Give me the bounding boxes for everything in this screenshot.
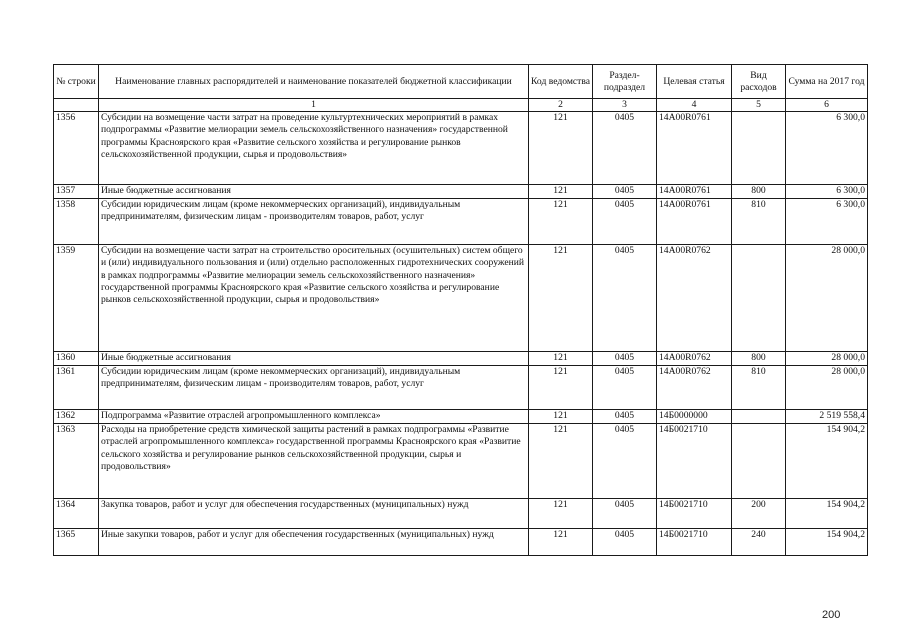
row-amount: 28 000,0 bbox=[786, 366, 868, 410]
header-row-no: № строки bbox=[54, 65, 99, 99]
budget-table bbox=[53, 64, 868, 556]
row-name: Иные бюджетные ассигнования bbox=[99, 352, 529, 366]
table-row bbox=[54, 352, 868, 366]
table-row bbox=[54, 185, 868, 199]
row-dept-code: 121 bbox=[529, 499, 593, 529]
row-dept-code: 121 bbox=[529, 352, 593, 366]
column-number-row bbox=[54, 99, 868, 112]
row-target-article: 14A00R0762 bbox=[657, 366, 732, 410]
row-expense-type bbox=[732, 245, 786, 352]
row-dept-code: 121 bbox=[529, 112, 593, 185]
row-name: Субсидии на возмещение части затрат на строительство оросительных (осушительных) систем общего и (или) индивидуального пользования и (или) отдельно расположенных гидротехнических сооружений в рамках подпрограммы «Развитие мелиорации земель сельскохозяйственного назначения» государственной программы Красноярского края «Развитие сельского хозяйства и регулирование рынков сельскохозяйственной продукции, сырья и продовольствия» bbox=[99, 245, 529, 352]
row-expense-type bbox=[732, 410, 786, 424]
row-expense-type: 240 bbox=[732, 529, 786, 556]
row-expense-type: 800 bbox=[732, 352, 786, 366]
row-amount: 28 000,0 bbox=[786, 352, 868, 366]
row-expense-type: 810 bbox=[732, 199, 786, 245]
column-number: 6 bbox=[786, 99, 868, 112]
row-section: 0405 bbox=[593, 185, 657, 199]
column-number: 3 bbox=[593, 99, 657, 112]
row-section: 0405 bbox=[593, 499, 657, 529]
row-expense-type: 810 bbox=[732, 366, 786, 410]
row-section: 0405 bbox=[593, 529, 657, 556]
header-target-article: Целевая статья bbox=[657, 65, 732, 99]
row-number: 1363 bbox=[54, 424, 99, 499]
row-section: 0405 bbox=[593, 199, 657, 245]
column-number: 1 bbox=[99, 99, 529, 112]
header-expense-type: Вид расходов bbox=[732, 65, 786, 99]
row-target-article: 14Б0000000 bbox=[657, 410, 732, 424]
table-row bbox=[54, 112, 868, 185]
header-section: Раздел-подраздел bbox=[593, 65, 657, 99]
row-dept-code: 121 bbox=[529, 424, 593, 499]
row-section: 0405 bbox=[593, 424, 657, 499]
table-row bbox=[54, 245, 868, 352]
row-dept-code: 121 bbox=[529, 199, 593, 245]
row-target-article: 14A00R0762 bbox=[657, 352, 732, 366]
row-section: 0405 bbox=[593, 366, 657, 410]
row-number: 1360 bbox=[54, 352, 99, 366]
row-name: Субсидии на возмещение части затрат на проведение культуртехнических мероприятий в рамках подпрограммы «Развитие мелиорации земель сельскохозяйственного назначения» государственной программы Красноярского края «Развитие сельского хозяйства и регулирование рынков сельскохозяйственной продукции, сырья и продовольствия» bbox=[99, 112, 529, 185]
row-amount: 6 300,0 bbox=[786, 185, 868, 199]
row-target-article: 14Б0021710 bbox=[657, 499, 732, 529]
row-name: Иные бюджетные ассигнования bbox=[99, 185, 529, 199]
row-amount: 154 904,2 bbox=[786, 424, 868, 499]
row-dept-code: 121 bbox=[529, 410, 593, 424]
row-section: 0405 bbox=[593, 352, 657, 366]
row-name: Закупка товаров, работ и услуг для обеспечения государственных (муниципальных) нужд bbox=[99, 499, 529, 529]
row-name: Иные закупки товаров, работ и услуг для обеспечения государственных (муниципальных) нужд bbox=[99, 529, 529, 556]
row-amount: 2 519 558,4 bbox=[786, 410, 868, 424]
row-name: Субсидии юридическим лицам (кроме некоммерческих организаций), индивидуальным предпринимателям, физическим лицам - производителям товаров, работ, услуг bbox=[99, 199, 529, 245]
column-number: 5 bbox=[732, 99, 786, 112]
row-target-article: 14Б0021710 bbox=[657, 529, 732, 556]
row-section: 0405 bbox=[593, 245, 657, 352]
row-expense-type: 800 bbox=[732, 185, 786, 199]
table-row bbox=[54, 410, 868, 424]
row-dept-code: 121 bbox=[529, 245, 593, 352]
row-expense-type bbox=[732, 112, 786, 185]
row-amount: 28 000,0 bbox=[786, 245, 868, 352]
column-number: 4 bbox=[657, 99, 732, 112]
header-name: Наименование главных распорядителей и наименование показателей бюджетной классификации bbox=[99, 65, 529, 99]
row-amount: 154 904,2 bbox=[786, 529, 868, 556]
row-expense-type bbox=[732, 424, 786, 499]
row-number: 1361 bbox=[54, 366, 99, 410]
row-number: 1365 bbox=[54, 529, 99, 556]
row-target-article: 14Б0021710 bbox=[657, 424, 732, 499]
row-section: 0405 bbox=[593, 410, 657, 424]
row-amount: 6 300,0 bbox=[786, 199, 868, 245]
header-row bbox=[54, 65, 868, 99]
row-number: 1358 bbox=[54, 199, 99, 245]
row-number: 1364 bbox=[54, 499, 99, 529]
row-section: 0405 bbox=[593, 112, 657, 185]
column-number-cell bbox=[54, 99, 99, 112]
row-target-article: 14A00R0761 bbox=[657, 112, 732, 185]
row-target-article: 14A00R0761 bbox=[657, 199, 732, 245]
row-amount: 154 904,2 bbox=[786, 499, 868, 529]
row-dept-code: 121 bbox=[529, 366, 593, 410]
table-row bbox=[54, 366, 868, 410]
row-number: 1356 bbox=[54, 112, 99, 185]
row-target-article: 14A00R0762 bbox=[657, 245, 732, 352]
row-number: 1362 bbox=[54, 410, 99, 424]
row-name: Расходы на приобретение средств химической защиты растений в рамках подпрограммы «Развитие отраслей агропромышленного комплекса» государственной программы Красноярского края «Развитие сельского хозяйства и регулирование рынков сельскохозяйственной продукции, сырья и продовольствия» bbox=[99, 424, 529, 499]
row-name: Субсидии юридическим лицам (кроме некоммерческих организаций), индивидуальным предпринимателям, физическим лицам - производителям товаров, работ, услуг bbox=[99, 366, 529, 410]
row-amount: 6 300,0 bbox=[786, 112, 868, 185]
table-row bbox=[54, 199, 868, 245]
table-row bbox=[54, 529, 868, 556]
row-dept-code: 121 bbox=[529, 185, 593, 199]
table-row bbox=[54, 499, 868, 529]
row-number: 1359 bbox=[54, 245, 99, 352]
row-target-article: 14A00R0761 bbox=[657, 185, 732, 199]
table-row bbox=[54, 424, 868, 499]
row-expense-type: 200 bbox=[732, 499, 786, 529]
page-number: 200 bbox=[822, 609, 841, 621]
column-number: 2 bbox=[529, 99, 593, 112]
header-amount: Сумма на 2017 год bbox=[786, 65, 868, 99]
header-dept-code: Код ведомства bbox=[529, 65, 593, 99]
row-dept-code: 121 bbox=[529, 529, 593, 556]
row-name: Подпрограмма «Развитие отраслей агропромышленного комплекса» bbox=[99, 410, 529, 424]
row-number: 1357 bbox=[54, 185, 99, 199]
